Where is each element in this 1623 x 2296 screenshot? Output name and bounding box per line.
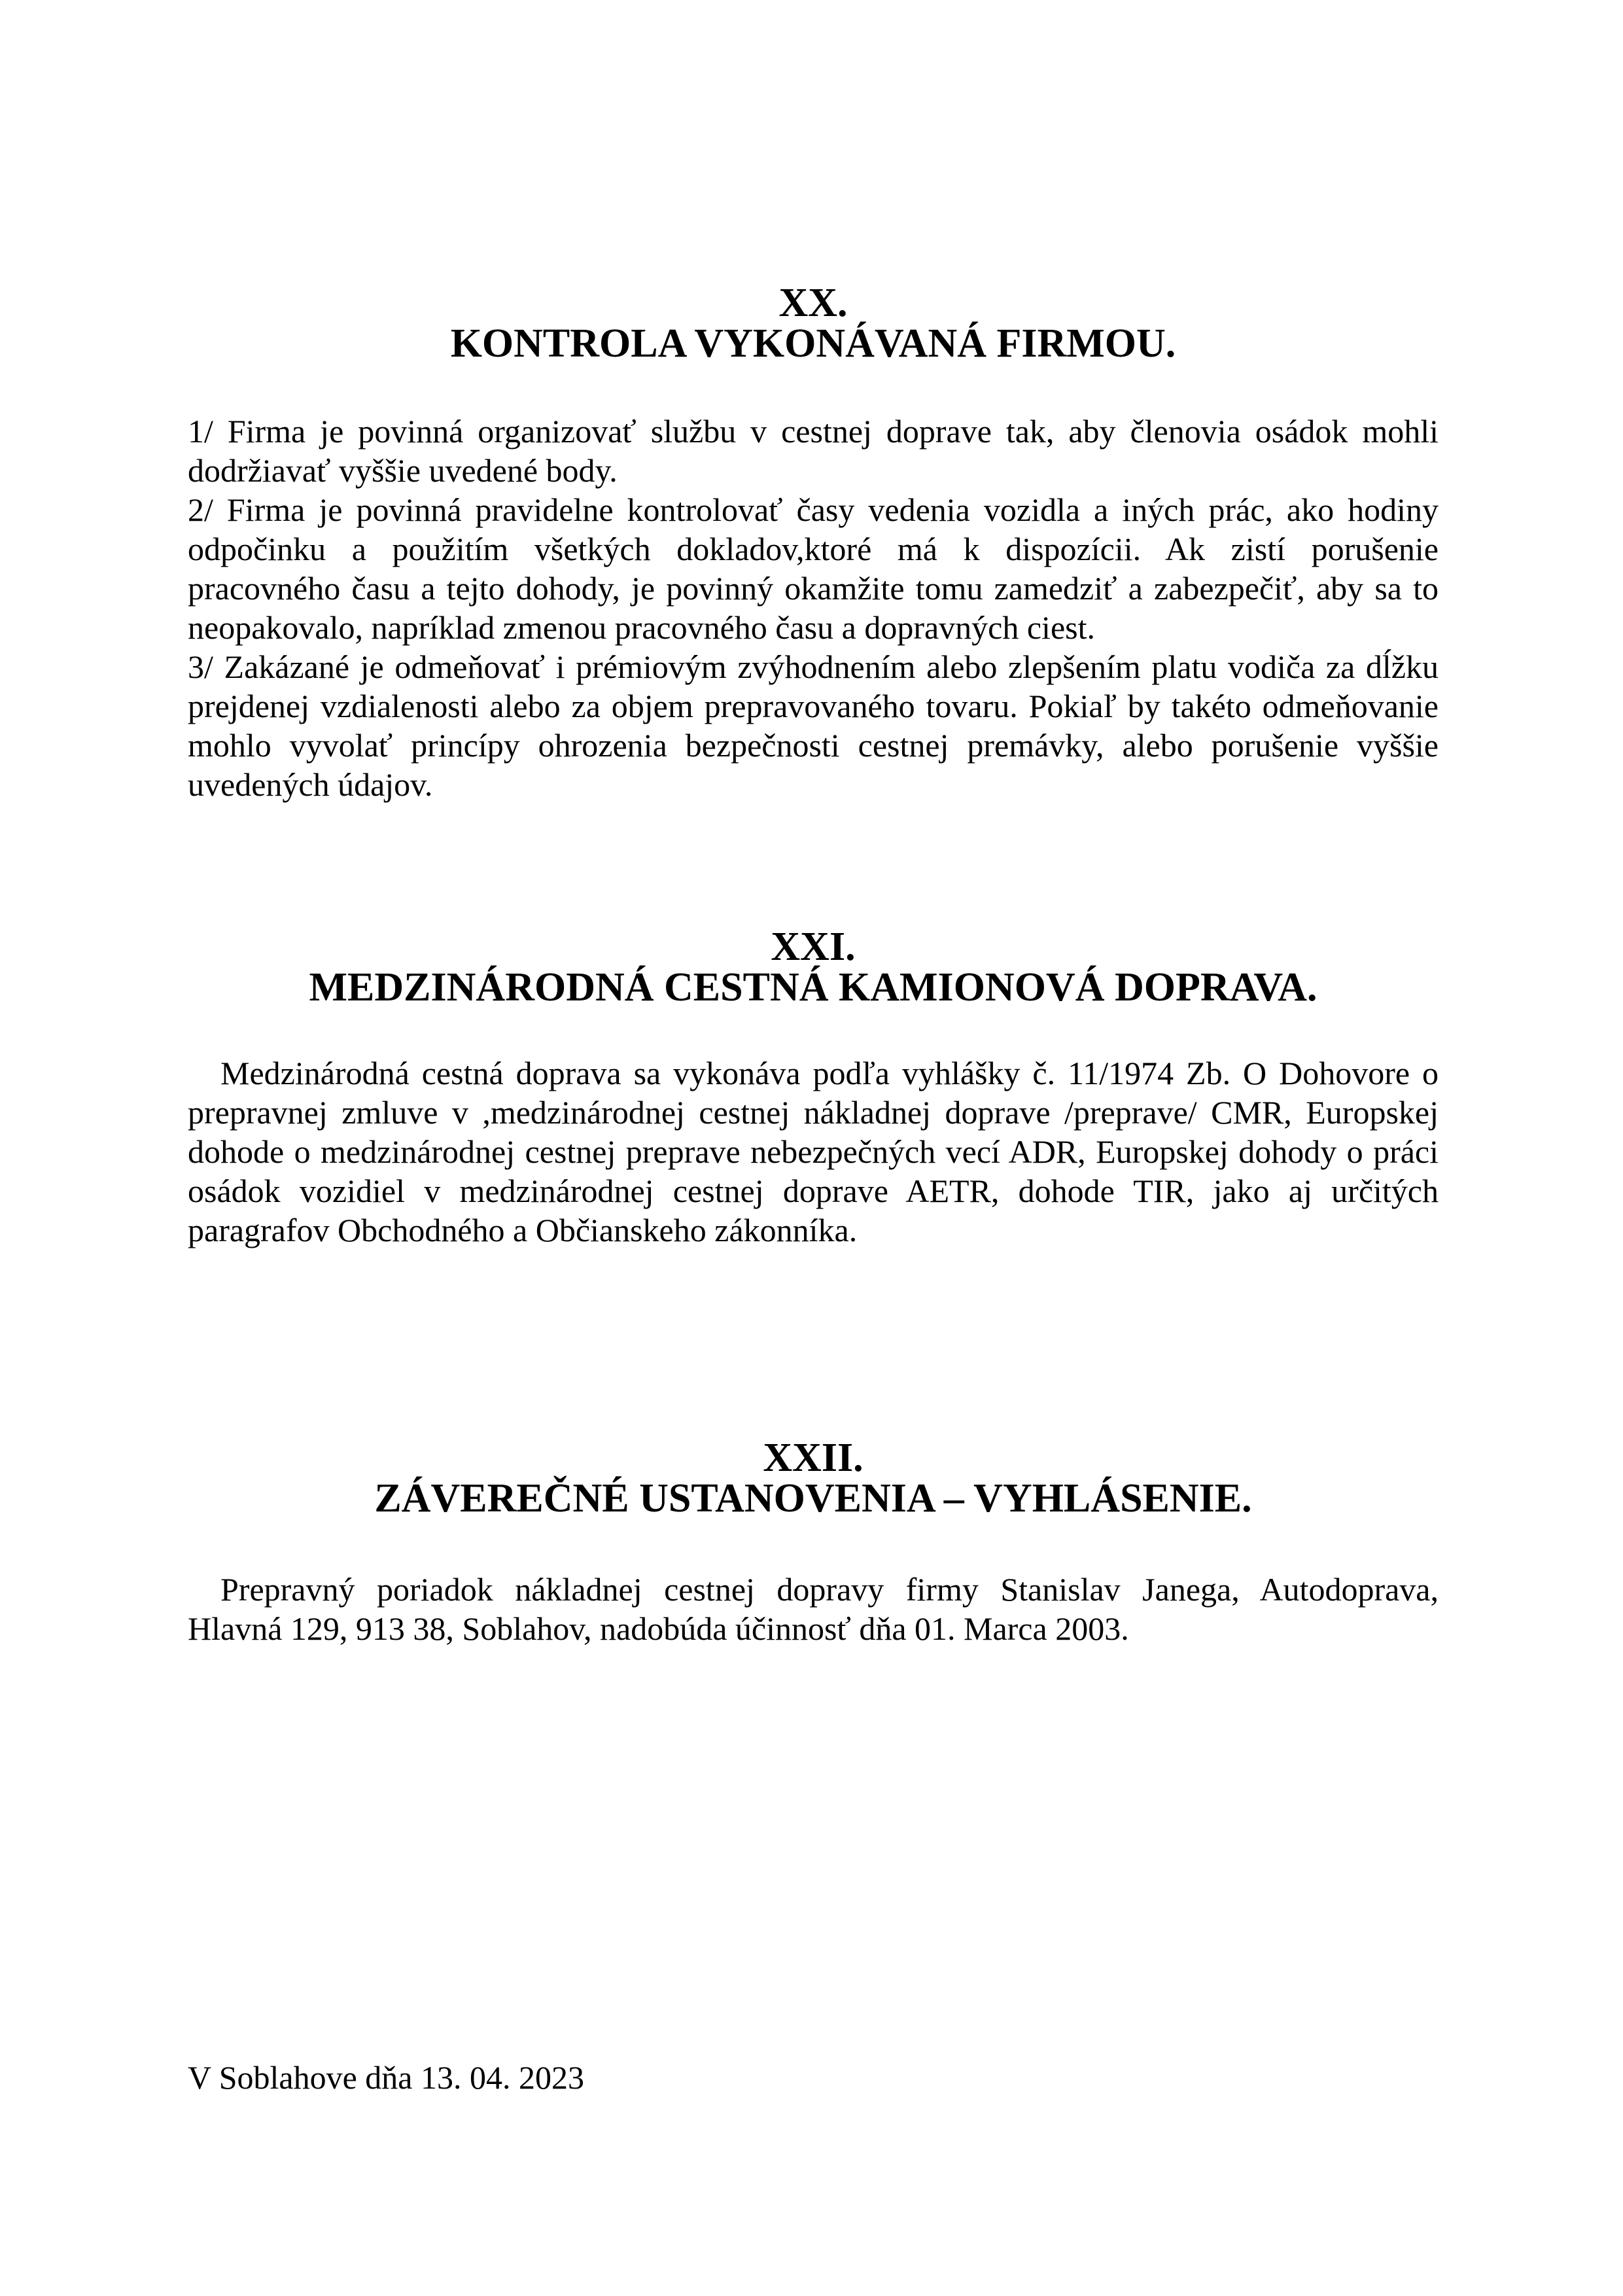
section-heading-xx	[188, 283, 1439, 364]
paragraph-line: Hlavná 129, 913 38, Soblahov, nadobúda účinnosť dňa 01. Marca 2003.	[188, 1610, 1129, 1647]
section-xx-paragraphs	[188, 412, 1439, 804]
section-xxi-title: MEDZINÁRODNÁ CESTNÁ KAMIONOVÁ DOPRAVA.	[309, 965, 1318, 1010]
dateline: V Soblahove dňa 13. 04. 2023	[188, 2059, 584, 2096]
section-xx-title: KONTROLA VYKONÁVANÁ FIRMOU.	[450, 321, 1176, 366]
section-xx-number: XX.	[778, 281, 848, 325]
section-heading-xxi	[188, 927, 1439, 1008]
section-heading-xxii	[188, 1438, 1439, 1519]
paragraph-line: dohode o medzinárodnej cestnej preprave nebezpečných vecí ADR, Europskej dohody o práci	[188, 1133, 1439, 1170]
paragraph-line: Prepravný poriadok nákladnej cestnej dopravy firmy Stanislav Janega, Autodoprava,	[220, 1571, 1439, 1608]
paragraph-line: dodržiavať vyššie uvedené body.	[188, 452, 618, 489]
paragraph-line: uvedených údajov.	[188, 766, 433, 803]
paragraph-line: 2/ Firma je povinná pravidelne kontrolovať časy vedenia vozidla a iných prác, ako hodiny	[188, 491, 1439, 528]
paragraph-line: prepravnej zmluve v ,medzinárodnej cestnej nákladnej doprave /preprave/ CMR, Europskej	[188, 1094, 1439, 1131]
paragraph-line: 1/ Firma je povinná organizovať službu v cestnej doprave tak, aby členovia osádok mohli	[188, 413, 1439, 450]
section-xxii-title: ZÁVEREČNÉ USTANOVENIA – VYHLÁSENIE.	[374, 1476, 1252, 1521]
paragraph-line: pracovného času a tejto dohody, je povinný okamžite tomu zamedziť a zabezpečiť, aby sa to	[188, 570, 1439, 607]
paragraph-line: osádok vozidiel v medzinárodnej cestnej doprave AETR, dohode TIR, jako aj určitých	[188, 1173, 1439, 1209]
paragraph-line: Medzinárodná cestná doprava sa vykonáva podľa vyhlášky č. 11/1974 Zb. O Dohovore o	[220, 1055, 1439, 1091]
paragraph-line: mohlo vyvolať princípy ohrozenia bezpečnosti cestnej premávky, alebo porušenie vyššie	[188, 727, 1439, 764]
paragraph-line: paragrafov Obchodného a Občianskeho zákonníka.	[188, 1212, 858, 1248]
section-xxi-paragraphs	[188, 1053, 1439, 1250]
section-xxii-number: XXII.	[763, 1436, 864, 1480]
section-xxii-paragraphs	[188, 1570, 1439, 1648]
paragraph-line: prejdenej vzdialenosti alebo za objem prepravovaného tovaru. Pokiaľ by takéto odmeňovanie	[188, 688, 1439, 724]
paragraph-line: neopakovalo, napríklad zmenou pracovného času a dopravných ciest.	[188, 609, 1095, 646]
paragraph-line: 3/ Zakázané je odmeňovať i prémiovým zvýhodnením alebo zlepšením platu vodiča za dĺžku	[188, 648, 1439, 685]
paragraph-line: odpočinku a použitím všetkých dokladov,ktoré má k dispozícii. Ak zistí porušenie	[188, 531, 1439, 567]
section-xxi-number: XXI.	[771, 925, 856, 969]
